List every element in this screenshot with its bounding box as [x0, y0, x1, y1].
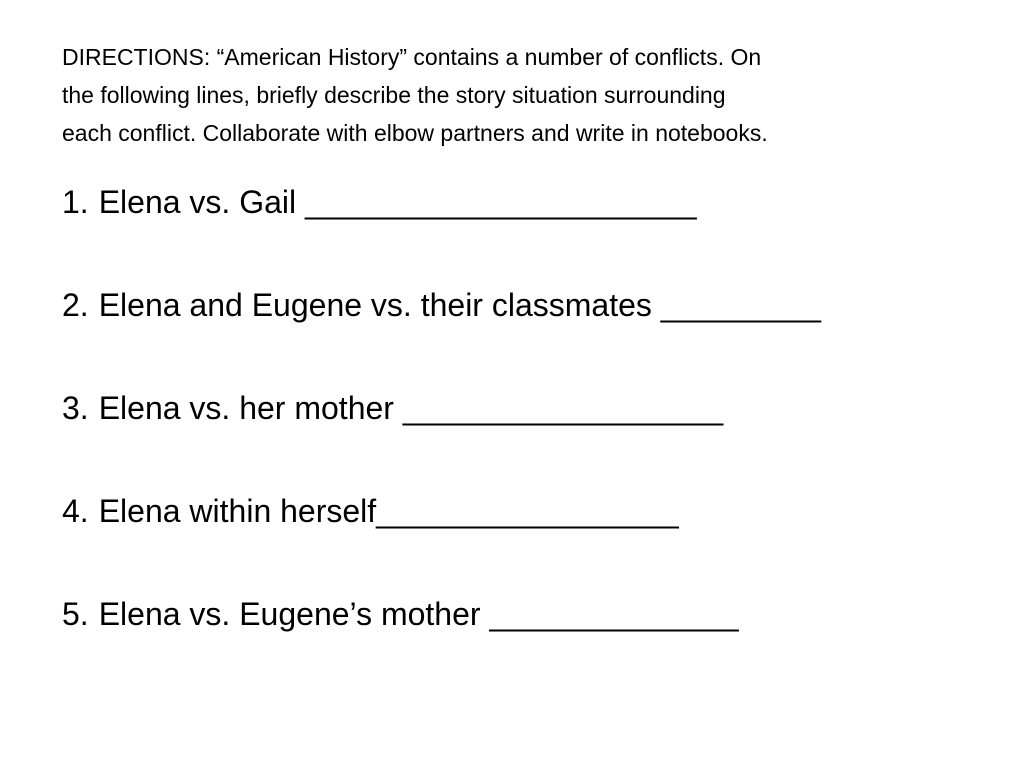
conflict-list: [62, 180, 1002, 695]
answer-blank: __________________: [402, 390, 724, 426]
conflict-item-2: [62, 283, 1002, 327]
conflict-item-5: [62, 592, 1002, 636]
answer-blank: ______________: [489, 596, 739, 632]
directions-line-2: the following lines, briefly describe the story situation surrounding: [62, 82, 726, 108]
conflict-number: 3.: [62, 390, 89, 426]
conflict-text: Elena within herself: [98, 493, 377, 529]
conflict-number: 1.: [62, 184, 89, 220]
directions-line-3: each conflict. Collaborate with elbow partners and write in notebooks.: [62, 120, 768, 146]
answer-blank: _________: [660, 287, 821, 323]
conflict-text: Elena vs. Gail: [98, 184, 305, 220]
conflict-number: 5.: [62, 596, 89, 632]
answer-blank: ______________________: [305, 184, 697, 220]
conflict-number: 2.: [62, 287, 89, 323]
conflict-item-4: [62, 489, 1002, 533]
conflict-item-3: [62, 386, 1002, 430]
conflict-text: Elena vs. Eugene’s mother: [98, 596, 490, 632]
answer-blank: _________________: [376, 493, 679, 529]
directions-line-1: DIRECTIONS: “American History” contains a number of conflicts. On: [62, 44, 762, 70]
directions-text: [62, 38, 982, 152]
conflict-number: 4.: [62, 493, 89, 529]
conflict-item-1: [62, 180, 1002, 224]
conflict-text: Elena and Eugene vs. their classmates: [98, 287, 661, 323]
conflict-text: Elena vs. her mother: [98, 390, 403, 426]
